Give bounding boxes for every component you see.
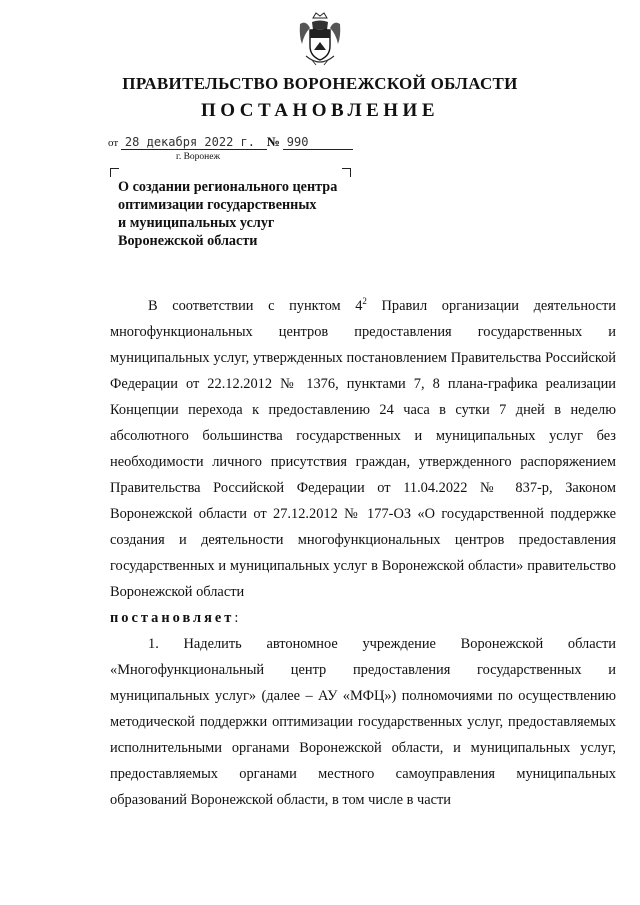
government-name: ПРАВИТЕЛЬСТВО ВОРОНЕЖСКОЙ ОБЛАСТИ bbox=[122, 74, 518, 93]
subject-corner-right bbox=[342, 168, 351, 177]
coat-of-arms-icon bbox=[296, 10, 344, 68]
document-body bbox=[110, 293, 616, 813]
preamble-paragraph bbox=[110, 293, 616, 605]
preamble-superscript: 2 bbox=[362, 296, 367, 307]
subject-line: Воронежской области bbox=[118, 233, 258, 249]
date-from-label: от bbox=[108, 137, 119, 149]
item-1-paragraph: 1. Наделить автономное учреждение Воронежской области «Многофункциональный центр предоставления государственных и муниципальных услуг» (далее – АУ «МФЦ») полномочиями по осуществлению методической поддержки оптимизации государственных услуг, предоставляемых исполнительными органами Воронежской области, и муниципальных услуг, предоставляемых органами местного самоуправления муниципальных образований Воронежской области, в том числе в части bbox=[110, 636, 616, 808]
number-label: № bbox=[266, 134, 280, 149]
preamble-text-rest: Правил организации деятельности многофункциональных центров предоставления государственных и муниципальных услуг, утвержденных постановлением Правительства Российской Федерации от 22.12.2012 № 1376, пунктами 7, 8 плана-графика реализации Концепции перехода к предоставлению 24 часа в сутки 7 дней в неделю абсолютного большинства государственных и муниципальных услуг без необходимости личного присутствия граждан, утвержденного распоряжением Правительства Российской Федерации от 11.04.2022 № 837-р, Законом Воронежской области от 27.12.2012 № 177-ОЗ «О государственной поддержке создания и деятельности многофункциональных центров предоставления государственных и муниципальных услуг в Воронежской области» правительство Воронежской области bbox=[110, 298, 616, 600]
document-type-title: ПОСТАНОВЛЕНИЕ bbox=[200, 100, 440, 121]
resolves-colon: : bbox=[234, 610, 239, 626]
subject-line: О создании регионального центра bbox=[118, 179, 338, 195]
subject-line: оптимизации государственных bbox=[118, 197, 317, 213]
resolves-word: постановляет bbox=[110, 610, 235, 626]
subject-corner-left bbox=[110, 168, 119, 177]
subject-line: и муниципальных услуг bbox=[118, 215, 275, 231]
document-subject bbox=[118, 178, 378, 250]
preamble-text-start: В соответствии с пунктом 4 bbox=[148, 298, 363, 314]
city-label: г. Воронеж bbox=[176, 152, 221, 162]
decree-date: 28 декабря 2022 г. bbox=[121, 136, 267, 150]
resolves-line bbox=[110, 605, 616, 631]
dateline bbox=[108, 134, 353, 150]
decree-number: 990 bbox=[283, 136, 353, 150]
